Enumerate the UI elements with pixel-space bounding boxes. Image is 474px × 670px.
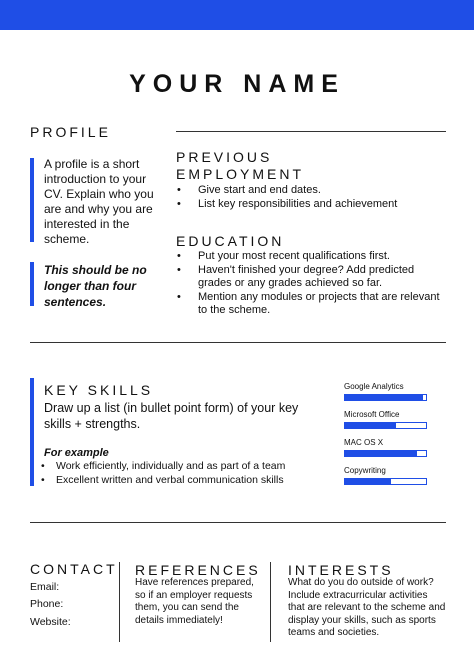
profile-note: This should be no longer than four sentences. <box>44 263 147 309</box>
employment-heading-line2: EMPLOYMENT <box>176 166 305 182</box>
skill-label: Copywriting <box>344 466 386 475</box>
skills-example-label: For example <box>44 447 109 459</box>
skill-label: MAC OS X <box>344 438 384 447</box>
education-heading: EDUCATION <box>176 233 285 249</box>
profile-text: A profile is a short introduction to your CV. Explain who you are and why you are interested in the scheme. <box>44 157 154 246</box>
skill-bar-fill <box>345 423 396 428</box>
skill-bar-google-analytics <box>344 394 427 401</box>
education-list <box>176 250 446 318</box>
contact-email-label: Email: <box>30 581 60 593</box>
contact-phone-label: Phone: <box>30 598 64 610</box>
skill-label: Google Analytics <box>344 382 404 391</box>
skill-label: Microsoft Office <box>344 410 400 419</box>
list-item: • Put your most recent qualifications first. <box>176 250 446 264</box>
skill-bar-copywriting <box>344 478 427 485</box>
profile-note-accent-bar <box>30 262 34 306</box>
skill-bar-mac-os-x <box>344 450 427 457</box>
list-item: • Work efficiently, individually and as part of a team <box>40 460 320 474</box>
top-accent-bar <box>0 0 474 30</box>
skills-heading: KEY SKILLS <box>44 382 154 398</box>
list-item: • Haven't finished your degree? Add predicted grades or any grades achieved so far. <box>176 264 446 291</box>
skills-accent-bar <box>30 378 34 486</box>
employment-heading-line1: PREVIOUS <box>176 149 273 165</box>
skills-list <box>40 460 320 487</box>
section-divider-2 <box>30 522 446 523</box>
skill-bar-fill <box>345 479 391 484</box>
employment-top-rule <box>176 131 446 132</box>
skills-text: Draw up a list (in bullet point form) of your key skills + strengths. <box>44 401 299 431</box>
column-divider-2 <box>270 562 271 642</box>
list-item: • Give start and end dates. <box>176 184 446 198</box>
interests-heading: INTERESTS <box>288 562 394 578</box>
profile-heading: PROFILE <box>30 124 111 140</box>
skill-bar-microsoft-office <box>344 422 427 429</box>
contact-website-label: Website: <box>30 616 71 628</box>
skill-bar-fill <box>345 395 423 400</box>
references-text: Have references prepared, so if an employer requests them, you can send the details immediately! <box>135 577 254 626</box>
employment-list <box>176 184 446 211</box>
column-divider-1 <box>119 562 120 642</box>
contact-heading: CONTACT <box>30 561 118 577</box>
list-item: • List key responsibilities and achievement <box>176 198 446 212</box>
profile-accent-bar <box>30 158 34 242</box>
candidate-name: YOUR NAME <box>129 70 345 98</box>
employment-heading <box>176 149 304 183</box>
references-heading: REFERENCES <box>135 562 261 578</box>
section-divider-1 <box>30 342 446 343</box>
interests-text: What do you do outside of work? Include extracurricular activities that are relevant to the scheme and display your skills, such as sports teams and societies. <box>288 577 446 638</box>
list-item: • Mention any modules or projects that are relevant to the scheme. <box>176 291 446 318</box>
list-item: • Excellent written and verbal communication skills <box>40 474 320 488</box>
skill-bar-fill <box>345 451 417 456</box>
